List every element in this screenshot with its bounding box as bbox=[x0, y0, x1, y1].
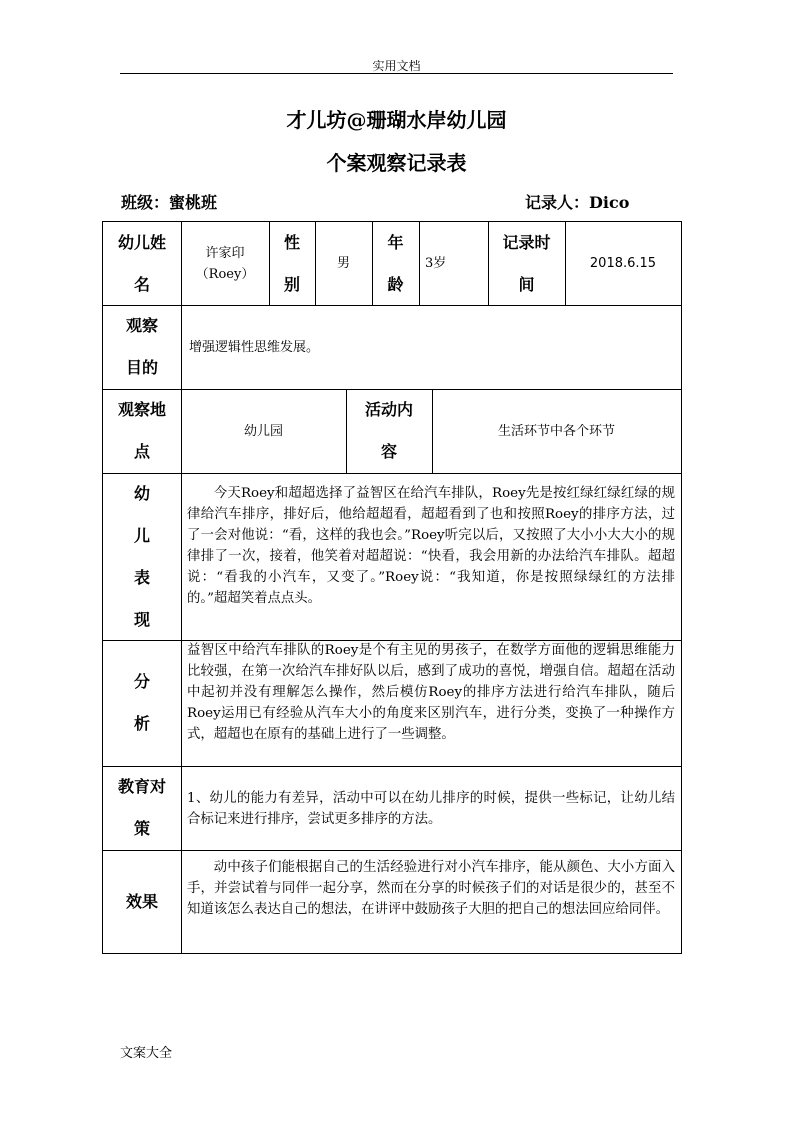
analysis-label-text: 分析 bbox=[133, 672, 150, 733]
performance-label bbox=[103, 473, 181, 640]
gender-value: 男 bbox=[336, 256, 350, 271]
performance-label-text: 幼儿表现 bbox=[133, 483, 150, 629]
age-label-text: 年龄 bbox=[387, 232, 404, 294]
row-divider bbox=[103, 473, 681, 474]
activity-label bbox=[346, 389, 432, 473]
time-label-text: 记录时间 bbox=[502, 232, 551, 294]
time-label bbox=[488, 222, 565, 305]
gender-label bbox=[269, 222, 315, 305]
age-value: 3岁 bbox=[425, 256, 447, 271]
effect-label: 效果 bbox=[125, 891, 158, 911]
page-header: 实用文档 bbox=[372, 59, 421, 73]
school-title: 才儿坊@珊瑚水岸幼儿园 bbox=[286, 108, 507, 132]
analysis-text: 益智区中给汽车排队的Roey是个有主见的男孩子，在数学方面他的逻辑思维能力比较强，在第一次给汽车排好队以后，感到了成功的喜悦，增强自信。超超在活动中起初并没有理解怎么操作，然后模仿Roey的排序方法进行给汽车排队，随后Roey运用已有经验从汽车大小的角度来区别汽车，进行分类，变换了一种操作方式，超超也在原有的基础上进行了一些调整。 bbox=[187, 643, 675, 742]
strategy-text: 1、幼儿的能力有差异，活动中可以在幼儿排序的时候，提供一些标记，让幼儿结合标记来进行排序，尝试更多排序的方法。 bbox=[187, 791, 675, 827]
strategy-label-text: 教育对策 bbox=[117, 777, 166, 838]
time-value: 2018.6.15 bbox=[589, 256, 657, 271]
performance-text: 今天Roey和超超选择了益智区在给汽车排队，Roey先是按红绿红绿红绿的规律给汽车排序，排好后，他给超超看，超超看到了也和按照Roey的排序方法，过了一会对他说：“看，这样的我也会。”Roey听完以后，又按照了大小小大大小的规律排了一次，接着，他笑着对超超说：“快看，我会用新的办法给汽车排队。超超说：“看我的小汽车，又变了。”Roey说：“我知道，你是按照绿绿红的方法排的。”超超笑着点点头。 bbox=[187, 486, 675, 606]
recorder-value: Dico bbox=[589, 193, 630, 212]
name-value bbox=[181, 222, 269, 305]
effect-text: 动中孩子们能根据自己的生活经验进行对小汽车排序，能从颜色、大小方面入手，并尝试着与同伴一起分享，然而在分享的时候孩子们的对话是很少的，甚至不知道该怎么表达自己的想法，在讲评中鼓励孩子大胆的把自己的想法回应给同伴。 bbox=[187, 860, 675, 917]
age-label bbox=[372, 222, 419, 305]
class-field bbox=[121, 190, 217, 213]
row-divider bbox=[103, 850, 681, 851]
purpose-label bbox=[103, 305, 181, 389]
place-label bbox=[103, 389, 181, 473]
name-value-cn: 许家印 bbox=[205, 245, 245, 261]
purpose-value: 增强逻辑性思维发展。 bbox=[189, 339, 320, 355]
form-title: 个案观察记录表 bbox=[326, 151, 467, 175]
activity-label-text: 活动内容 bbox=[364, 400, 413, 461]
class-value: 蜜桃班 bbox=[169, 193, 218, 212]
name-label-text: 幼儿姓名 bbox=[117, 232, 166, 294]
observation-table bbox=[102, 221, 682, 954]
class-label: 班级： bbox=[121, 193, 170, 212]
strategy-label bbox=[103, 766, 181, 850]
gender-label-text: 性别 bbox=[283, 232, 300, 294]
header-divider bbox=[120, 73, 673, 74]
name-label bbox=[103, 222, 181, 305]
row-divider bbox=[103, 766, 681, 767]
analysis-label bbox=[103, 640, 181, 766]
recorder-field bbox=[525, 190, 629, 213]
place-label-text: 观察地点 bbox=[117, 400, 166, 461]
purpose-label-text: 观察目的 bbox=[125, 316, 158, 377]
place-value: 幼儿园 bbox=[243, 423, 283, 439]
recorder-label: 记录人： bbox=[525, 193, 590, 212]
activity-value: 生活环节中各个环节 bbox=[497, 423, 615, 439]
name-value-en: （Roey） bbox=[195, 266, 255, 282]
page-footer: 文案大全 bbox=[120, 1046, 173, 1061]
